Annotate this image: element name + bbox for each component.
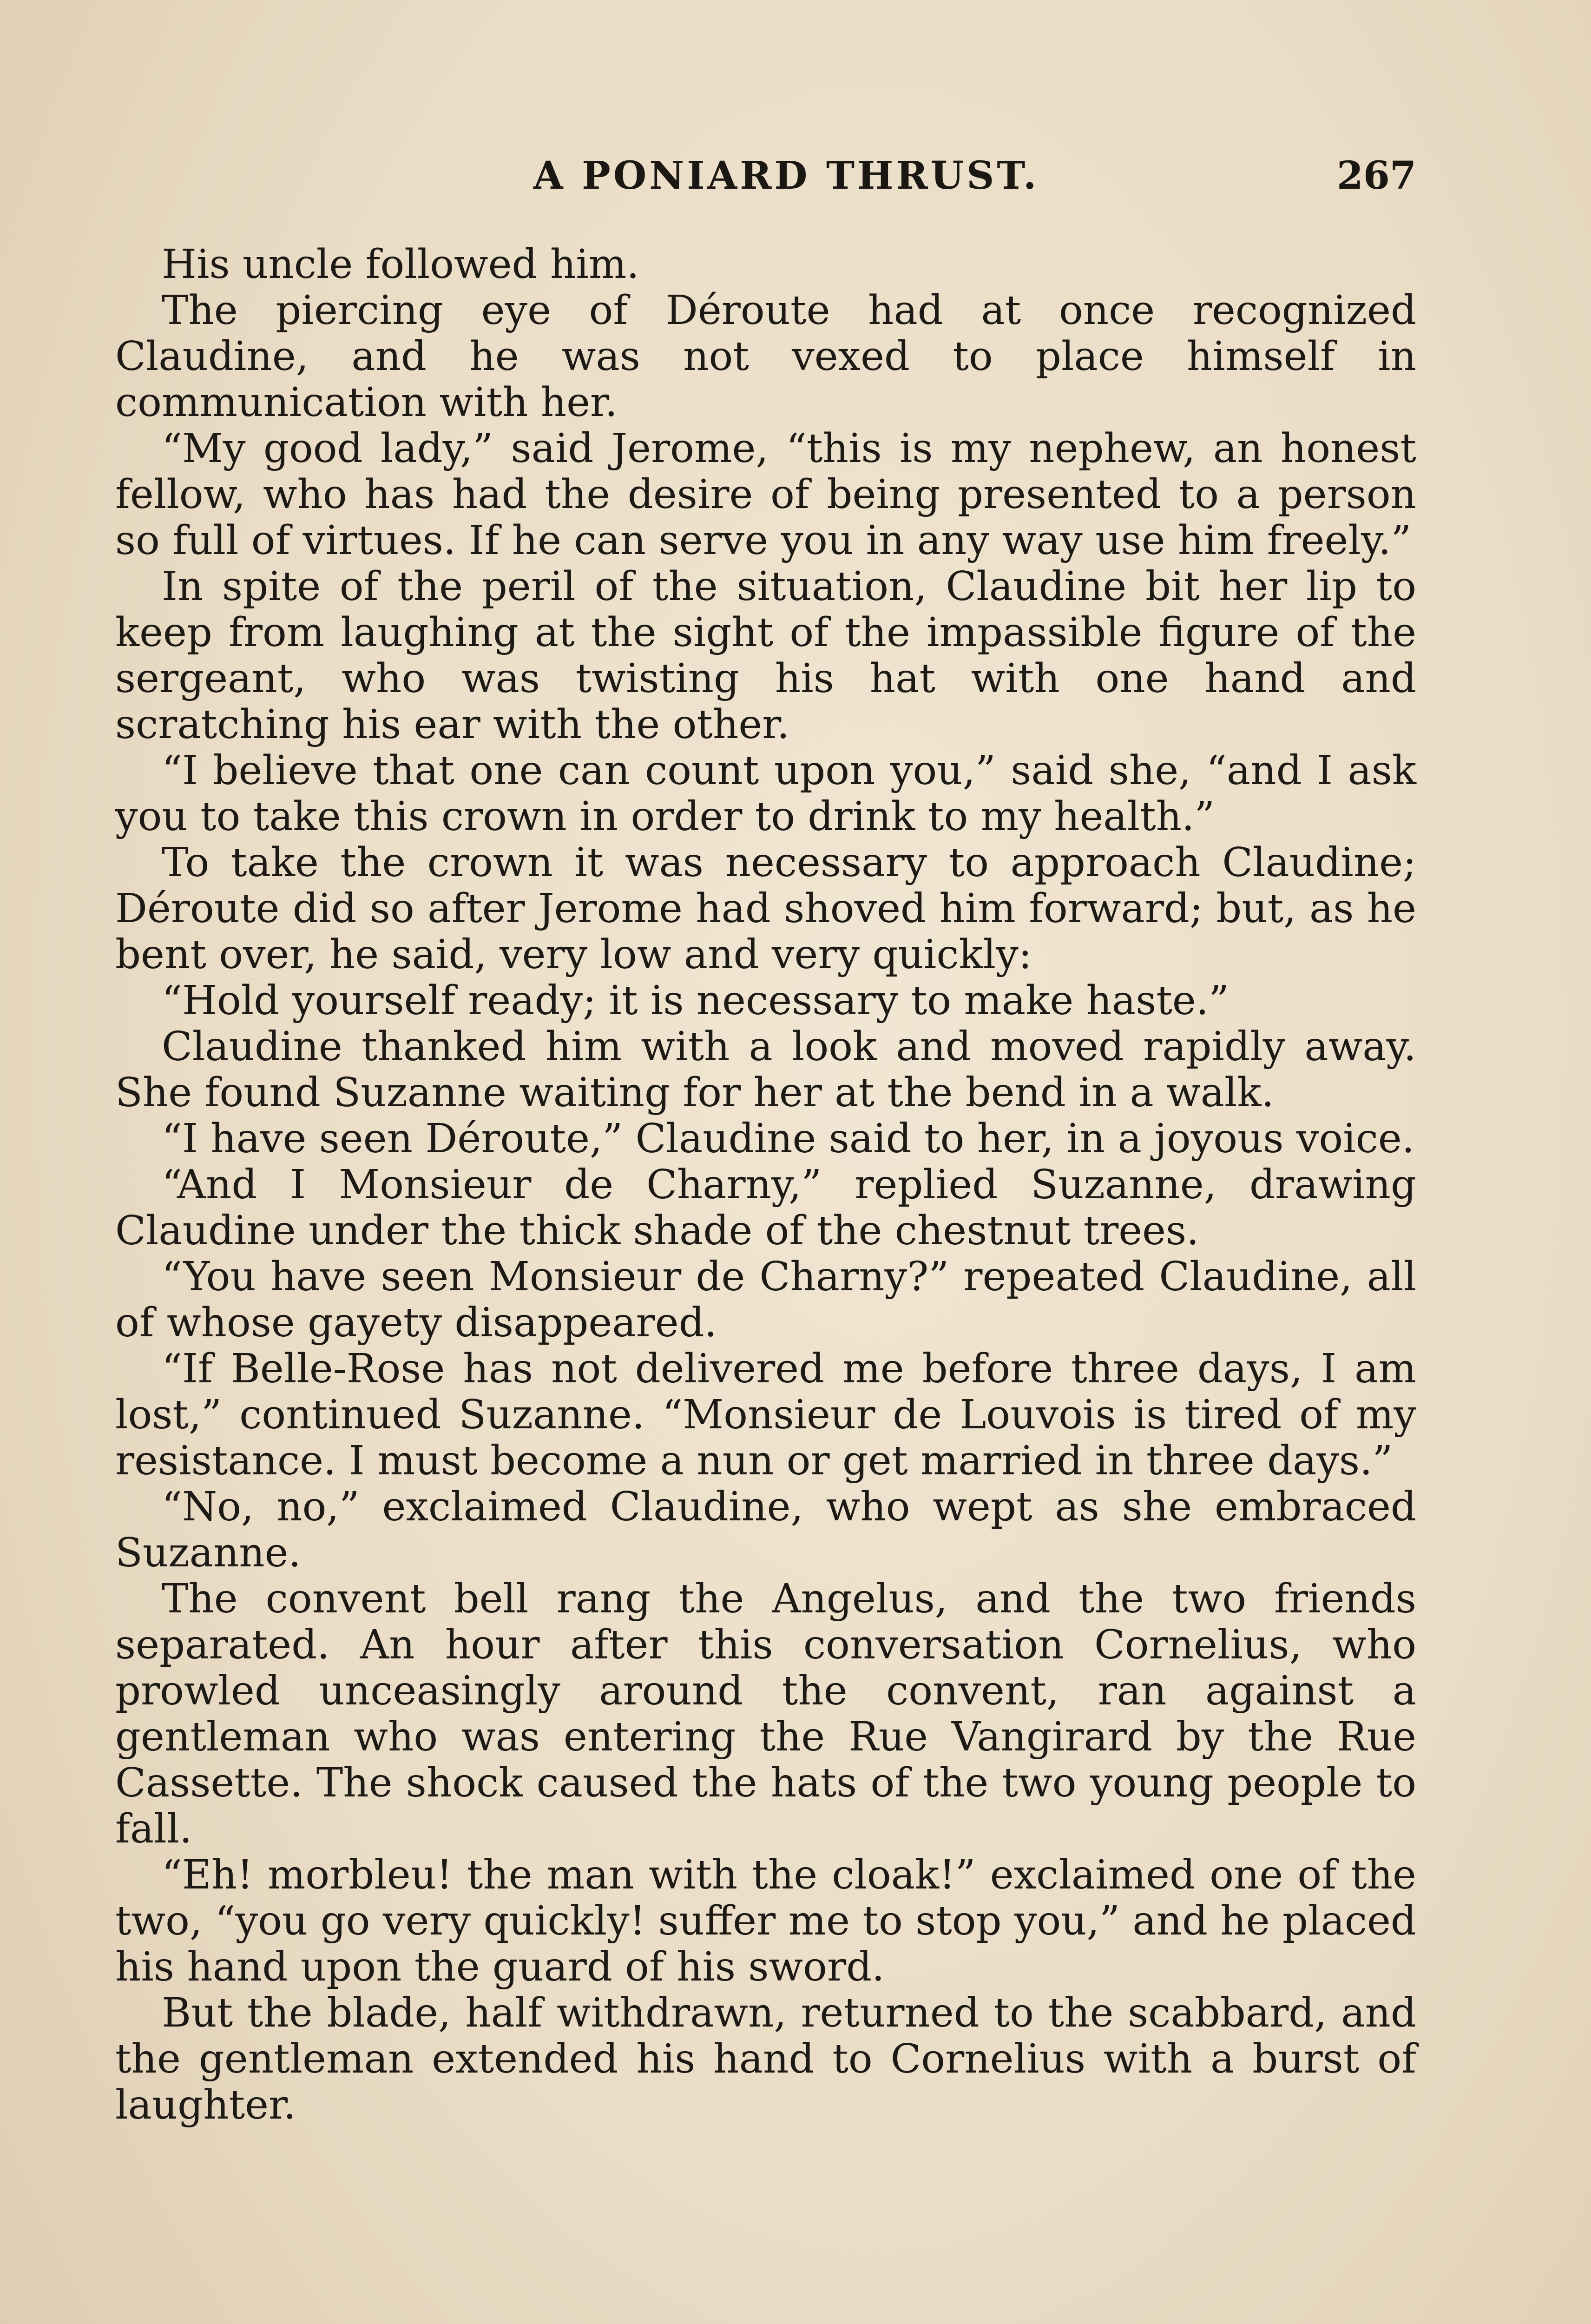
paragraph: “My good lady,” said Jerome, “this is my nephew, an honest fellow, who has had the desire of being presented to a person so full of virtues. If he can serve you in any way use him freely.” bbox=[115, 425, 1416, 564]
body-text bbox=[115, 242, 1416, 2128]
paragraph: But the blade, half withdrawn, returned to the scabbard, and the gentleman extended his hand to Cornelius with a burst of laughter. bbox=[115, 1990, 1416, 2128]
paragraph: “Eh! morbleu! the man with the cloak!” exclaimed one of the two, “you go very quickly! suffer me to stop you,” and he placed his hand upon the guard of his sword. bbox=[115, 1852, 1416, 1990]
paragraph: “If Belle-Rose has not delivered me before three days, I am lost,” continued Suzanne. “Monsieur de Louvois is tired of my resistance. I must become a nun or get married in three days.” bbox=[115, 1346, 1416, 1484]
paragraph: “You have seen Monsieur de Charny?” repeated Claudine, all of whose gayety disappeared. bbox=[115, 1254, 1416, 1346]
paragraph: “I believe that one can count upon you,” said she, “and I ask you to take this crown in order to drink to my health.” bbox=[115, 747, 1416, 840]
paragraph: “And I Monsieur de Charny,” replied Suzanne, drawing Claudine under the thick shade of the chestnut trees. bbox=[115, 1162, 1416, 1254]
running-title: A PONIARD THRUST. bbox=[533, 153, 1039, 198]
paragraph: To take the crown it was necessary to approach Claudine; Déroute did so after Jerome had shoved him forward; but, as he bent over, he said, very low and very quickly: bbox=[115, 839, 1416, 978]
paragraph: The convent bell rang the Angelus, and the two friends separated. An hour after this conversation Cornelius, who prowled unceasingly around the convent, ran against a gentleman who was entering the Rue Vangirard by the Rue Cassette. The shock caused the hats of the two young people to fall. bbox=[115, 1576, 1416, 1852]
paragraph: Claudine thanked him with a look and moved rapidly away. She found Suzanne waiting for her at the bend in a walk. bbox=[115, 1023, 1416, 1116]
paragraph: In spite of the peril of the situation, Claudine bit her lip to keep from laughing at the sight of the impassible figure of the sergeant, who was twisting his hat with one hand and scratching his ear with the other. bbox=[115, 563, 1416, 748]
paragraph: “Hold yourself ready; it is necessary to make haste.” bbox=[162, 977, 1229, 1024]
paragraph: The piercing eye of Déroute had at once recognized Claudine, and he was not vexed to place himself in communication with her. bbox=[115, 287, 1416, 426]
paragraph: “No, no,” exclaimed Claudine, who wept as she embraced Suzanne. bbox=[115, 1484, 1416, 1576]
paragraph: “I have seen Déroute,” Claudine said to her, in a joyous voice. bbox=[162, 1116, 1415, 1162]
paragraph: His uncle followed him. bbox=[162, 241, 639, 288]
page-number: 267 bbox=[1336, 153, 1416, 198]
page-header bbox=[115, 153, 1416, 209]
